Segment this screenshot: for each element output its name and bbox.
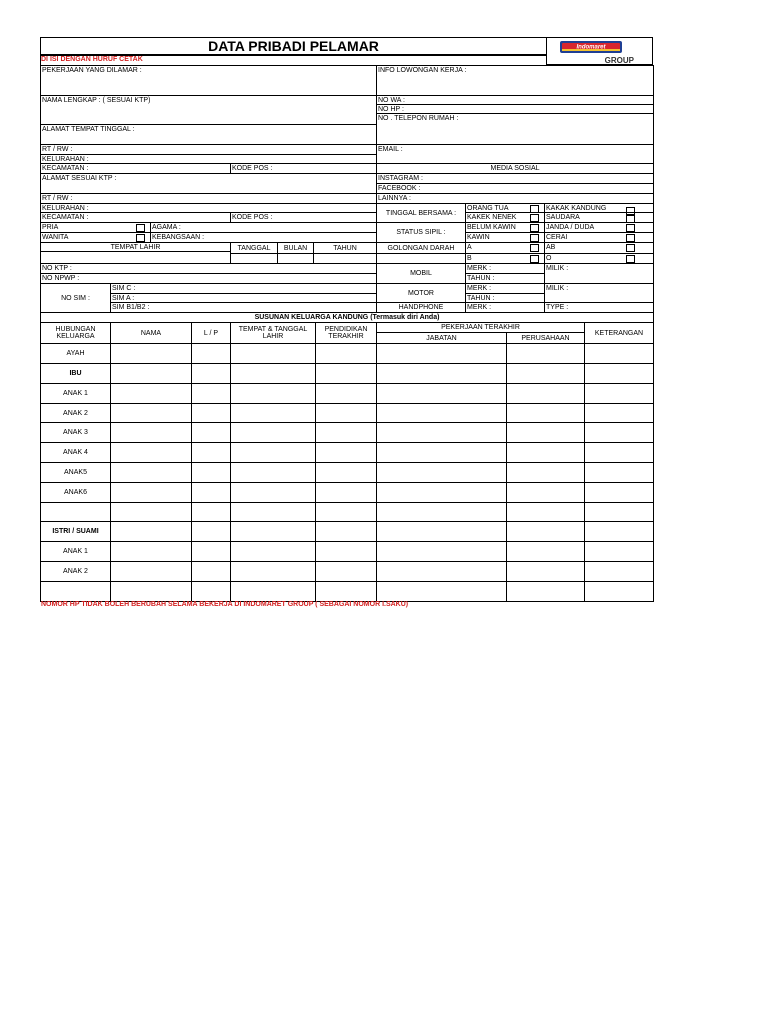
- family-cell-pendidikan[interactable]: [315, 422, 377, 443]
- family-table-title: SUSUNAN KELUARGA KANDUNG (Termasuk diri Anda): [40, 312, 654, 323]
- family-row-label: [40, 502, 111, 522]
- kecamatan-field-2[interactable]: KECAMATAN :: [40, 212, 231, 223]
- family-cell-pendidikan[interactable]: [315, 581, 377, 602]
- family-cell-jabatan[interactable]: [376, 581, 507, 602]
- family-cell-keterangan[interactable]: [584, 363, 654, 384]
- no-ktp-field[interactable]: NO KTP :: [40, 263, 377, 274]
- family-cell-ttl[interactable]: [230, 343, 316, 364]
- family-cell-perusahaan[interactable]: [506, 541, 585, 562]
- family-cell-perusahaan[interactable]: [506, 442, 585, 463]
- family-cell-pendidikan[interactable]: [315, 403, 377, 423]
- family-cell-nama[interactable]: [110, 343, 192, 364]
- handphone-label: HANDPHONE: [376, 302, 466, 313]
- gol-b-checkbox[interactable]: [530, 255, 539, 263]
- perusahaan-header: PERUSAHAAN: [506, 332, 585, 344]
- family-cell-jabatan[interactable]: [376, 482, 507, 503]
- family-cell-perusahaan[interactable]: [506, 521, 585, 542]
- family-cell-keterangan[interactable]: [584, 561, 654, 582]
- family-cell-ttl[interactable]: [230, 462, 316, 483]
- family-cell-ttl[interactable]: [230, 403, 316, 423]
- motor-milik-field[interactable]: MILIK :: [544, 283, 654, 303]
- family-cell-lp[interactable]: [191, 343, 231, 364]
- motor-merk-field[interactable]: MERK :: [465, 283, 545, 294]
- family-row-label: ANAK 2: [40, 561, 111, 582]
- family-cell-pendidikan[interactable]: [315, 482, 377, 503]
- family-row-label: ANAK 1: [40, 541, 111, 562]
- instagram-field[interactable]: INSTAGRAM :: [376, 173, 654, 184]
- family-cell-perusahaan[interactable]: [506, 422, 585, 443]
- hubungan-header: HUBUNGAN KELUARGA: [40, 322, 111, 344]
- family-cell-lp[interactable]: [191, 482, 231, 503]
- family-cell-lp[interactable]: [191, 422, 231, 443]
- facebook-field[interactable]: FACEBOOK :: [376, 183, 654, 194]
- family-row-label: IBU: [40, 363, 111, 384]
- family-cell-lp[interactable]: [191, 502, 231, 522]
- family-cell-nama[interactable]: [110, 502, 192, 522]
- family-cell-perusahaan[interactable]: [506, 343, 585, 364]
- alamat-ktp-field[interactable]: ALAMAT SESUAI KTP :: [40, 173, 377, 194]
- family-cell-lp[interactable]: [191, 383, 231, 404]
- bulan-header: BULAN: [277, 242, 314, 254]
- family-row-label: ANAK6: [40, 482, 111, 503]
- family-cell-pendidikan[interactable]: [315, 541, 377, 562]
- family-cell-perusahaan[interactable]: [506, 383, 585, 404]
- kakak-kandung-option[interactable]: KAKAK KANDUNG: [544, 203, 654, 213]
- status-sipil-label: STATUS SIPIL :: [376, 222, 466, 243]
- orang-tua-option[interactable]: ORANG TUA: [465, 203, 545, 213]
- family-cell-lp[interactable]: [191, 442, 231, 463]
- gol-b-option[interactable]: B: [465, 253, 545, 264]
- sim-b-field[interactable]: SIM B1/B2 :: [110, 302, 377, 313]
- family-cell-jabatan[interactable]: [376, 561, 507, 582]
- family-row-label: AYAH: [40, 343, 111, 364]
- family-cell-nama[interactable]: [110, 482, 192, 503]
- family-cell-ttl[interactable]: [230, 442, 316, 463]
- family-cell-keterangan[interactable]: [584, 541, 654, 562]
- family-cell-nama[interactable]: [110, 422, 192, 443]
- family-cell-jabatan[interactable]: [376, 422, 507, 443]
- pekerjaan-terakhir-header: PEKERJAAN TERAKHIR: [376, 322, 585, 333]
- family-cell-perusahaan[interactable]: [506, 403, 585, 423]
- mobil-label: MOBIL: [376, 263, 466, 284]
- family-cell-ttl[interactable]: [230, 502, 316, 522]
- family-cell-pendidikan[interactable]: [315, 343, 377, 364]
- no-npwp-field[interactable]: NO NPWP :: [40, 273, 377, 284]
- no-sim-label: NO SIM :: [40, 283, 111, 313]
- family-cell-jabatan[interactable]: [376, 343, 507, 364]
- instruction-text: DI ISI DENGAN HURUF CETAK: [41, 56, 143, 63]
- family-cell-ttl[interactable]: [230, 422, 316, 443]
- cerai-option[interactable]: CERAI: [544, 232, 654, 243]
- lainnya-field[interactable]: LAINNYA :: [376, 193, 654, 204]
- family-cell-jabatan[interactable]: [376, 521, 507, 542]
- family-cell-lp[interactable]: [191, 363, 231, 384]
- family-cell-pendidikan[interactable]: [315, 502, 377, 522]
- family-cell-lp[interactable]: [191, 521, 231, 542]
- family-row-label: ANAK 2: [40, 403, 111, 423]
- family-cell-perusahaan[interactable]: [506, 581, 585, 602]
- family-cell-jabatan[interactable]: [376, 502, 507, 522]
- family-cell-keterangan[interactable]: [584, 502, 654, 522]
- indomaret-logo: [546, 37, 653, 65]
- family-cell-pendidikan[interactable]: [315, 561, 377, 582]
- tahun-header: TAHUN: [313, 242, 377, 254]
- handphone-merk-field[interactable]: MERK :: [465, 302, 545, 313]
- kelurahan-field-2[interactable]: KELURAHAN :: [40, 203, 377, 213]
- family-cell-nama[interactable]: [110, 561, 192, 582]
- kecamatan-field-1[interactable]: KECAMATAN :: [40, 163, 231, 174]
- family-cell-pendidikan[interactable]: [315, 442, 377, 463]
- mobil-merk-field[interactable]: MERK :: [465, 263, 545, 274]
- wanita-checkbox[interactable]: [136, 234, 145, 242]
- family-cell-lp[interactable]: [191, 561, 231, 582]
- rt-rw-field-1[interactable]: RT / RW :: [40, 144, 377, 155]
- form-title: DATA PRIBADI PELAMAR: [40, 37, 547, 55]
- family-cell-nama[interactable]: [110, 581, 192, 602]
- cerai-checkbox[interactable]: [626, 234, 635, 242]
- wanita-option[interactable]: WANITA: [40, 232, 151, 243]
- alamat-tinggal-field[interactable]: ALAMAT TEMPAT TINGGAL :: [40, 124, 377, 145]
- ttl-header: TEMPAT & TANGGAL LAHIR: [230, 322, 316, 344]
- family-cell-lp[interactable]: [191, 462, 231, 483]
- media-sosial-header: MEDIA SOSIAL: [376, 163, 654, 174]
- family-cell-ttl[interactable]: [230, 482, 316, 503]
- kawin-checkbox[interactable]: [530, 234, 539, 242]
- gol-ab-checkbox[interactable]: [626, 244, 635, 252]
- family-cell-keterangan[interactable]: [584, 482, 654, 503]
- belum-kawin-checkbox[interactable]: [530, 224, 539, 232]
- tempat-lahir-header: TEMPAT LAHIR: [40, 242, 231, 252]
- agama-field[interactable]: AGAMA :: [150, 222, 377, 233]
- family-cell-jabatan[interactable]: [376, 363, 507, 384]
- kawin-option[interactable]: KAWIN: [465, 232, 545, 243]
- family-cell-nama[interactable]: [110, 521, 192, 542]
- family-row-label: ANAK 1: [40, 383, 111, 404]
- family-cell-pendidikan[interactable]: [315, 462, 377, 483]
- janda-duda-checkbox[interactable]: [626, 224, 635, 232]
- family-cell-keterangan[interactable]: [584, 422, 654, 443]
- mobil-milik-field[interactable]: MILIK :: [544, 263, 654, 284]
- family-cell-jabatan[interactable]: [376, 541, 507, 562]
- kode-pos-field-2[interactable]: KODE POS :: [230, 212, 377, 223]
- pendidikan-header: PENDIDIKAN TERAKHIR: [315, 322, 377, 344]
- kelurahan-field-1[interactable]: KELURAHAN :: [40, 154, 377, 164]
- family-cell-nama[interactable]: [110, 403, 192, 423]
- keterangan-header: KETERANGAN: [584, 322, 654, 344]
- family-cell-ttl[interactable]: [230, 541, 316, 562]
- family-cell-keterangan[interactable]: [584, 521, 654, 542]
- family-cell-ttl[interactable]: [230, 581, 316, 602]
- family-cell-jabatan[interactable]: [376, 442, 507, 463]
- rt-rw-field-2[interactable]: RT / RW :: [40, 193, 377, 204]
- family-cell-lp[interactable]: [191, 403, 231, 423]
- gol-o-option[interactable]: O: [544, 253, 654, 264]
- family-cell-pendidikan[interactable]: [315, 521, 377, 542]
- nama-lengkap-field[interactable]: NAMA LENGKAP : ( SESUAI KTP): [40, 95, 377, 125]
- family-row-label: ANAK 4: [40, 442, 111, 463]
- kode-pos-field-1[interactable]: KODE POS :: [230, 163, 377, 174]
- family-cell-jabatan[interactable]: [376, 462, 507, 483]
- family-cell-keterangan[interactable]: [584, 403, 654, 423]
- sim-a-field[interactable]: SIM A :: [110, 293, 377, 303]
- family-cell-keterangan[interactable]: [584, 442, 654, 463]
- svg-text:Indomaret: Indomaret: [576, 44, 606, 51]
- family-cell-perusahaan[interactable]: [506, 462, 585, 483]
- logo-group-text: GROUP: [604, 56, 634, 65]
- no-hp-field[interactable]: NO HP :: [376, 104, 654, 114]
- family-cell-nama[interactable]: [110, 462, 192, 483]
- family-cell-keterangan[interactable]: [584, 581, 654, 602]
- family-row-label: [40, 581, 111, 602]
- family-cell-lp[interactable]: [191, 581, 231, 602]
- family-cell-keterangan[interactable]: [584, 343, 654, 364]
- belum-kawin-option[interactable]: BELUM KAWIN: [465, 222, 545, 233]
- motor-label: MOTOR: [376, 283, 466, 303]
- family-cell-nama[interactable]: [110, 541, 192, 562]
- family-cell-keterangan[interactable]: [584, 462, 654, 483]
- family-cell-pendidikan[interactable]: [315, 363, 377, 384]
- jabatan-header: JABATAN: [376, 332, 507, 344]
- family-cell-pendidikan[interactable]: [315, 383, 377, 404]
- gol-ab-option[interactable]: AB: [544, 242, 654, 254]
- family-row-label: ANAK5: [40, 462, 111, 483]
- family-row-label: ANAK 3: [40, 422, 111, 443]
- family-cell-jabatan[interactable]: [376, 403, 507, 423]
- family-cell-lp[interactable]: [191, 541, 231, 562]
- pekerjaan-field[interactable]: PEKERJAAN YANG DILAMAR :: [40, 65, 377, 96]
- tinggal-bersama-label: TINGGAL BERSAMA :: [376, 203, 466, 223]
- gol-o-checkbox[interactable]: [626, 255, 635, 263]
- lp-header: L / P: [191, 322, 231, 344]
- family-cell-perusahaan[interactable]: [506, 482, 585, 503]
- sim-c-field[interactable]: SIM C :: [110, 283, 377, 294]
- kakek-nenek-checkbox[interactable]: [530, 214, 539, 222]
- info-lowongan-field[interactable]: INFO LOWONGAN KERJA :: [376, 65, 654, 96]
- gol-a-option[interactable]: A: [465, 242, 545, 254]
- family-cell-ttl[interactable]: [230, 383, 316, 404]
- telepon-rumah-field[interactable]: NO . TELEPON RUMAH :: [376, 113, 654, 145]
- family-cell-perusahaan[interactable]: [506, 502, 585, 522]
- family-cell-nama[interactable]: [110, 363, 192, 384]
- tanggal-header: TANGGAL: [230, 242, 278, 254]
- kebangsaan-field[interactable]: KEBANGSAAN :: [150, 232, 377, 243]
- pria-checkbox[interactable]: [136, 224, 145, 232]
- mobil-tahun-field[interactable]: TAHUN :: [465, 273, 545, 284]
- handphone-type-field[interactable]: TYPE :: [544, 302, 654, 313]
- kakek-nenek-option[interactable]: KAKEK NENEK: [465, 212, 545, 223]
- motor-tahun-field[interactable]: TAHUN :: [465, 293, 545, 303]
- family-cell-perusahaan[interactable]: [506, 363, 585, 384]
- email-field[interactable]: EMAIL :: [376, 144, 654, 164]
- gol-a-checkbox[interactable]: [530, 244, 539, 252]
- janda-duda-option[interactable]: JANDA / DUDA: [544, 222, 654, 233]
- no-wa-field[interactable]: NO WA :: [376, 95, 654, 105]
- family-cell-nama[interactable]: [110, 442, 192, 463]
- family-cell-ttl[interactable]: [230, 521, 316, 542]
- family-cell-keterangan[interactable]: [584, 383, 654, 404]
- family-cell-jabatan[interactable]: [376, 383, 507, 404]
- family-cell-ttl[interactable]: [230, 561, 316, 582]
- nama-header: NAMA: [110, 322, 192, 344]
- footer-note: NOMOR HP TIDAK BOLEH BERUBAH SELAMA BEKERJA DI INDOMARET GROUP ( SEBAGAI NOMOR I.SAKU): [41, 601, 409, 608]
- golongan-darah-label: GOLONGAN DARAH: [376, 242, 466, 254]
- family-cell-ttl[interactable]: [230, 363, 316, 384]
- family-cell-nama[interactable]: [110, 383, 192, 404]
- family-row-label: ISTRI / SUAMI: [40, 521, 111, 542]
- saudara-option[interactable]: SAUDARA: [544, 212, 654, 223]
- indomaret-logo-mark: [560, 41, 622, 53]
- family-cell-perusahaan[interactable]: [506, 561, 585, 582]
- pria-option[interactable]: PRIA: [40, 222, 151, 233]
